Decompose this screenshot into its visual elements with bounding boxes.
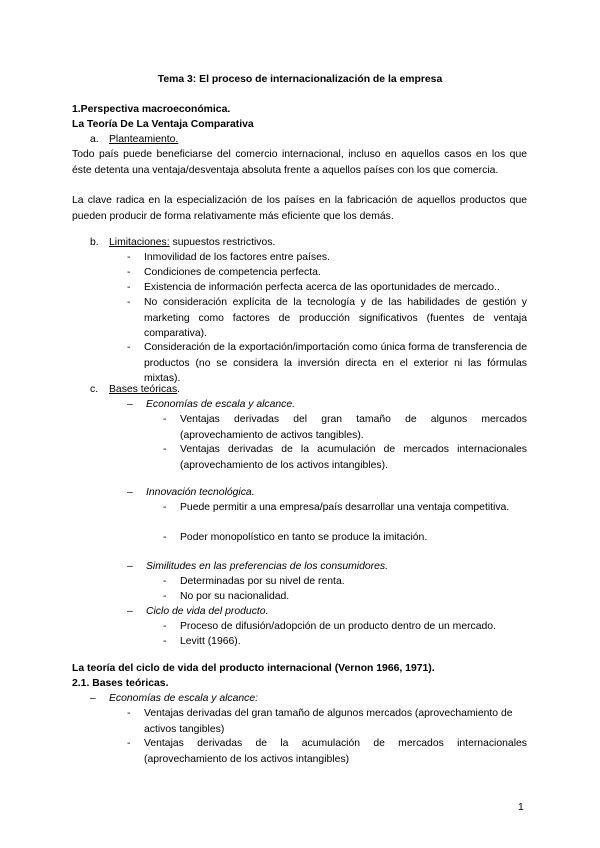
group-label: Economías de escala y alcance.	[146, 399, 296, 410]
page-number: 1	[518, 802, 524, 813]
item-b-text	[109, 235, 275, 251]
dash-marker: -	[127, 297, 131, 308]
dash-marker: -	[127, 282, 131, 293]
endash-marker: –	[90, 693, 96, 704]
group-label: Economías de escala y alcance:	[109, 693, 259, 704]
dash-marker: -	[127, 342, 131, 353]
dash-marker: -	[163, 444, 167, 455]
dash-marker: -	[163, 532, 167, 543]
endash-marker: –	[127, 487, 133, 498]
document-page: Tema 3: El proceso de internacionalización de la empresa 1.Perspectiva macroeconómica. La Teoría De La Ventaja Comparativa a. Planteamiento. Todo país puede beneficiarse del comercio internacional, incluso en aquellos casos en los que éste detenta una ventaja/desventaja absoluta frente a aquellos países con los que comercia. La clave radica en la especialización de los países en la fabricación de aquellos productos que pueden producir de forma relativamente más eficiente que los demás. b. Limitaciones: supuestos restrictivos. - Inmovilidad de los factores entre países. - Condiciones de competencia perfecta. - Existencia de información perfecta acerca de las oportunidades de mercado.. - No consideración explícita de la tecnología y de las habilidades de gestión y marketing como factores de producción significativos (fuentes de ventaja comparativa). - Consideración de la exportación/importación como única forma de transferencia de productos (no se considera la inversión directa en el exterior ni las fórmulas mixtas). c. Bases teóricas. – Economías de escala y alcance. - Ventajas derivadas del gran tamaño de algunos mercados (aprovechamiento de activos tangibles). - Ventajas derivadas de la acumulación de mercados internacionales (aprovechamiento de los activos intangibles). – Innovación tecnológica. - Puede permitir a una empresa/país desarrollar una ventaja competitiva. - Poder monopolístico en tanto se produce la imitación. – Similitudes en las preferencias de los consumidores. - Determinadas por su nivel de renta. - No por su nacionalidad. – Ciclo de vida del producto. - Proceso de difusión/adopción de un producto dentro de un mercado. - Levitt (1966). La teoría del ciclo de vida del producto internacional (Vernon 1966, 1971). 2.1. Bases teóricas. – Economías de escala y alcance: - Ventajas derivadas del gran tamaño de algunos mercados (aprovechamiento de activos tangibles) - Ventajas derivadas de la acumulación de mercados internacionales (aprovechamiento de los activos intangibles) 1	[0, 0, 600, 848]
dash-marker: -	[127, 708, 131, 719]
item-b-marker: b.	[90, 237, 99, 248]
dash-marker: -	[163, 591, 167, 602]
section1-subheading: La Teoría De La Ventaja Comparativa	[72, 119, 254, 130]
dash-marker: -	[163, 414, 167, 425]
endash-marker: –	[127, 606, 133, 617]
item-a-marker: a.	[90, 134, 99, 145]
dash-marker: -	[163, 636, 167, 647]
item-c-text	[109, 382, 180, 398]
dash-marker: -	[127, 738, 131, 749]
group-label: Similitudes en las preferencias de los consumidores.	[146, 561, 388, 572]
dash-marker: -	[127, 252, 131, 263]
endash-marker: –	[127, 399, 133, 410]
dash-marker: -	[163, 621, 167, 632]
group-label: Innovación tecnológica.	[146, 487, 255, 498]
group-label: Ciclo de vida del producto.	[146, 606, 269, 617]
item-b-rest: supuestos restrictivos.	[169, 237, 276, 248]
section2-heading: La teoría del ciclo de vida del producto internacional (Vernon 1966, 1971).	[72, 663, 435, 674]
item-c-label: Bases teóricas	[109, 384, 178, 395]
page-title: Tema 3: El proceso de internacionalización de la empresa	[157, 74, 443, 85]
dash-marker: -	[163, 576, 167, 587]
dash-marker: -	[127, 267, 131, 278]
item-a-label: Planteamiento.	[109, 134, 179, 145]
dash-marker: -	[163, 502, 167, 513]
endash-marker: –	[127, 561, 133, 572]
item-c-marker: c.	[90, 384, 99, 395]
item-c-rest: .	[177, 384, 181, 395]
paragraph-2: La clave radica en la especialización de los países en la fabricación de aquellos productos que pueden producir de forma relativamente más eficiente que los demás.	[72, 195, 527, 222]
item-b-label: Limitaciones:	[109, 237, 170, 248]
section1-heading: 1.Perspectiva macroeconómica.	[72, 104, 231, 115]
section2-subheading: 2.1. Bases teóricas.	[72, 678, 169, 689]
paragraph-1: Todo país puede beneficiarse del comercio internacional, incluso en aquellos casos en los que éste detenta una ventaja/desventaja absoluta frente a aquellos países con los que comercia.	[72, 149, 527, 176]
